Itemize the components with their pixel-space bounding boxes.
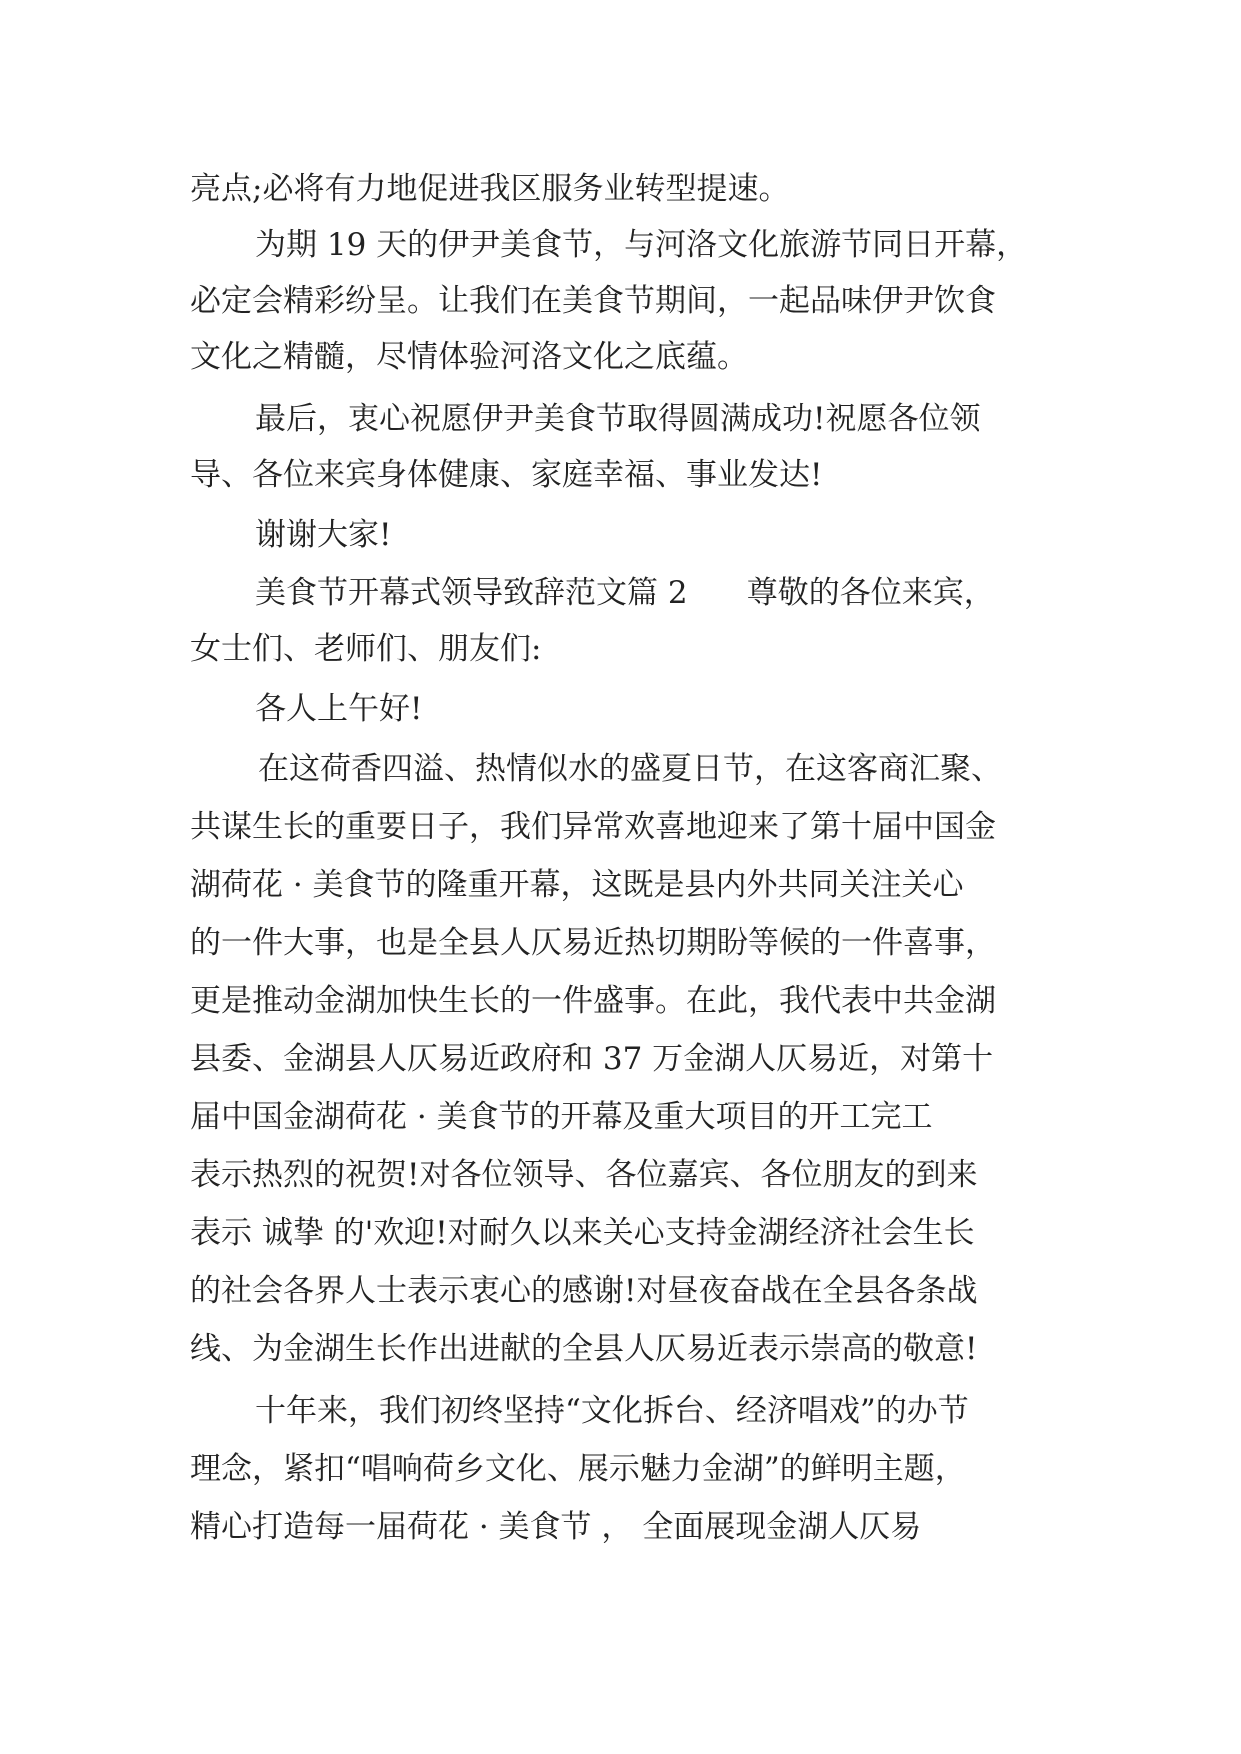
text-line: 湖荷花 · 美食节的隆重开幕，这既是县内外共同关注关心 — [190, 867, 964, 903]
text-line: 届中国金湖荷花 · 美食节的开幕及重大项目的开工完工 — [190, 1099, 933, 1135]
text-line: 理念，紧扣“唱响荷乡文化、展示魅力金湖”的鲜明主题， — [190, 1451, 966, 1487]
text-line: 更是推动金湖加快生长的一件盛事。在此，我代表中共金湖 — [190, 983, 996, 1019]
text-line: 共谋生长的重要日子，我们异常欢喜地迎来了第十届中国金 — [190, 809, 996, 845]
text-line: 导、各位来宾身体健康、家庭幸福、事业发达! — [190, 457, 823, 493]
text-line: 文化之精髓，尽情体验河洛文化之底蕴。 — [190, 339, 748, 375]
text-line: 县委、金湖县人仄易近政府和 37 万金湖人仄易近，对第十 — [190, 1041, 994, 1077]
text-line: 十年来，我们初终坚持“文化拆台、经济唱戏”的办节 — [255, 1393, 969, 1429]
text-line: 表示 诚挚 的'欢迎!对耐久以来关心支持金湖经济社会生长 — [190, 1215, 975, 1251]
text-line: 谢谢大家! — [255, 517, 392, 553]
text-line: 线、为金湖生长作出进献的全县人仄易近表示崇高的敬意! — [190, 1331, 978, 1367]
text-line: 必定会精彩纷呈。让我们在美食节期间，一起品味伊尹饮食 — [190, 283, 996, 319]
text-line: 为期 19 天的伊尹美食节，与河洛文化旅游节同日开幕， — [255, 227, 1028, 263]
text-line: 亮点;必将有力地促进我区服务业转型提速。 — [190, 171, 790, 207]
text-line: 美食节开幕式领导致辞范文篇 2 尊敬的各位来宾， — [255, 575, 995, 611]
text-line: 女士们、老师们、朋友们: — [190, 631, 542, 667]
text-line: 的一件大事，也是全县人仄易近热切期盼等候的一件喜事， — [190, 925, 996, 961]
text-line: 各人上午好! — [255, 691, 423, 727]
text-line: 精心打造每一届荷花 · 美食节 ， 全面展现金湖人仄易 — [190, 1509, 922, 1545]
text-line: 最后，衷心祝愿伊尹美食节取得圆满成功!祝愿各位领 — [255, 401, 981, 437]
text-line: 的社会各界人士表示衷心的感谢!对昼夜奋战在全县各条战 — [190, 1273, 978, 1309]
text-line: 表示热烈的祝贺!对各位领导、各位嘉宾、各位朋友的到来 — [190, 1157, 978, 1193]
text-line: 在这荷香四溢、热情似水的盛夏日节，在这客商汇聚、 — [258, 751, 1002, 787]
